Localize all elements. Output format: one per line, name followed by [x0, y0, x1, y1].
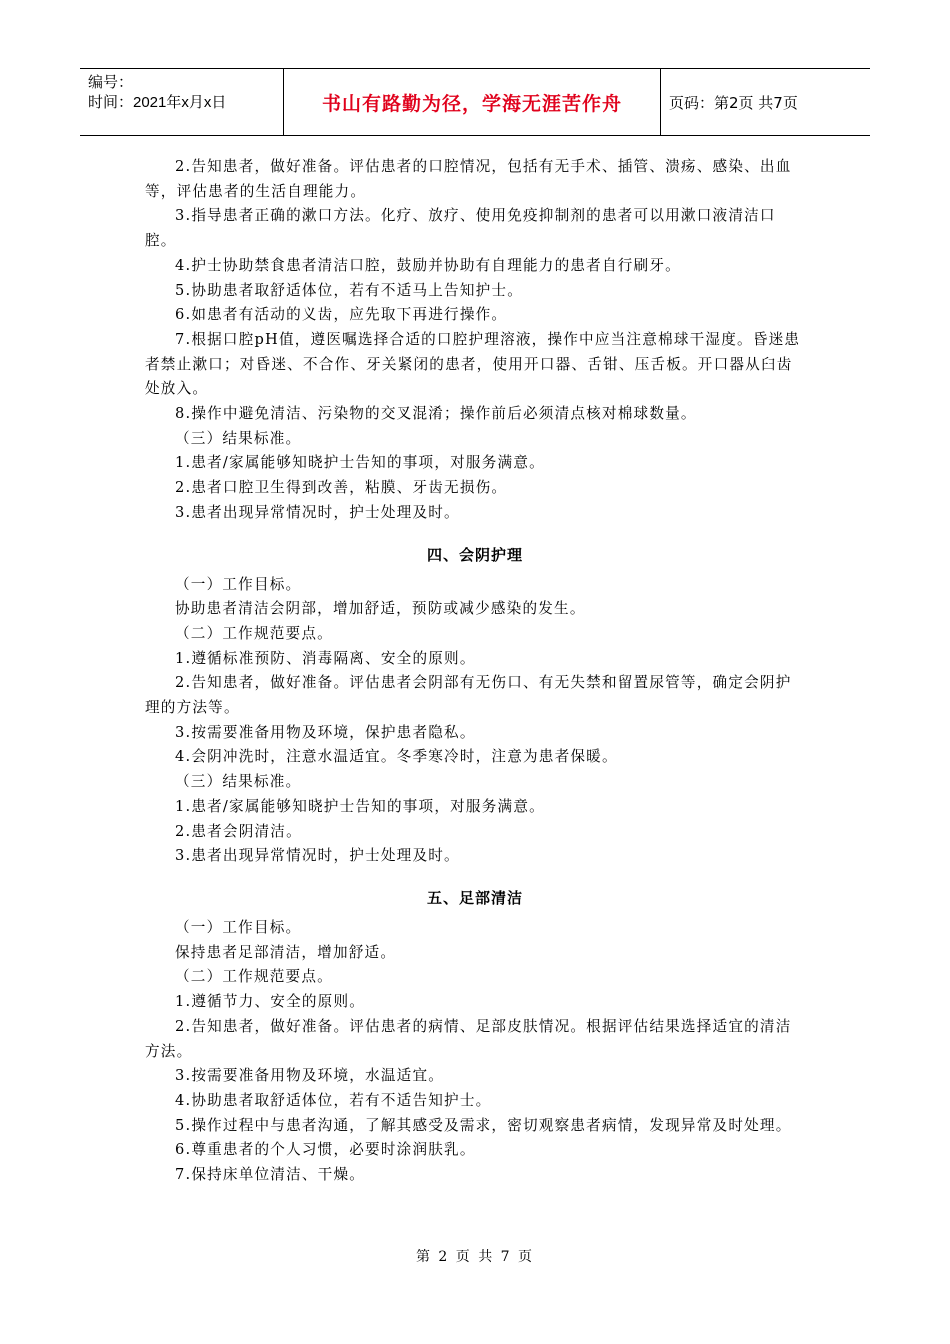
paragraph: 6.如患者有活动的义齿，应先取下再进行操作。 [175, 306, 508, 324]
paragraph: 5.操作过程中与患者沟通，了解其感受及需求，密切观察患者病情，发现异常及时处理。 [175, 1116, 792, 1134]
paragraph: 2.患者口腔卫生得到改善，粘膜、牙齿无损伤。 [175, 479, 508, 497]
header-meta [80, 69, 284, 135]
serial-label: 编号： [88, 74, 134, 91]
paragraph: 4.护士协助禁食患者清洁口腔，鼓励并协助有自理能力的患者自行刷牙。 [175, 256, 681, 274]
paragraph: 2.告知患者，做好准备。评估患者的病情、足部皮肤情况。根据评估结果选择适宜的清洁方法。 [145, 1017, 792, 1060]
paragraph: （一）工作目标。 [175, 575, 302, 593]
paragraph: 3.患者出现异常情况时，护士处理及时。 [175, 503, 460, 521]
paragraph: 保持患者足部清洁，增加舒适。 [175, 943, 397, 961]
paragraph: 3.按需要准备用物及环境，保护患者隐私。 [175, 723, 476, 741]
paragraph: 3.指导患者正确的漱口方法。化疗、放疗、使用免疫抑制剂的患者可以用漱口液清洁口腔。 [145, 207, 776, 250]
paragraph: 2.告知患者，做好准备。评估患者会阴部有无伤口、有无失禁和留置尿管等，确定会阴护理的方法等。 [145, 674, 792, 717]
section-heading-foot-cleaning: 五、足部清洁 [426, 888, 523, 907]
section-heading-perineal-care: 四、会阴护理 [426, 545, 523, 564]
paragraph: 1.患者/家属能够知晓护士告知的事项，对服务满意。 [175, 454, 545, 472]
paragraph: 协助患者清洁会阴部，增加舒适，预防或减少感染的发生。 [175, 600, 586, 618]
paragraph: 8.操作中避免清洁、污染物的交叉混淆；操作前后必须清点核对棉球数量。 [175, 405, 697, 423]
motto: 书山有路勤为径，学海无涯苦作舟 [284, 69, 661, 135]
paragraph: 1.患者/家属能够知晓护士告知的事项，对服务满意。 [175, 797, 545, 815]
page-footer: 第 2 页 共 7 页 [415, 1249, 535, 1265]
paragraph: 1.遵循标准预防、消毒隔离、安全的原则。 [175, 649, 476, 667]
paragraph: （三）结果标准。 [175, 429, 302, 447]
paragraph: 4.会阴冲洗时，注意水温适宜。冬季寒冷时，注意为患者保暖。 [175, 748, 618, 766]
paragraph: 4.协助患者取舒适体位，若有不适告知护士。 [175, 1091, 492, 1109]
paragraph: 3.按需要准备用物及环境，水温适宜。 [175, 1067, 445, 1085]
paragraph: 7.保持床单位清洁、干燥。 [175, 1166, 366, 1184]
header-table [80, 68, 870, 136]
paragraph: （三）结果标准。 [175, 773, 302, 791]
paragraph: 7.根据口腔pH值，遵医嘱选择合适的口腔护理溶液，操作中应当注意棉球干湿度。昏迷患者禁止漱口；对昏迷、不合作、牙关紧闭的患者，使用开口器、舌钳、压舌板。开口器从臼齿处放入。 [145, 330, 801, 398]
paragraph: 5.协助患者取舒适体位，若有不适马上告知护士。 [175, 281, 523, 299]
paragraph: 6.尊重患者的个人习惯，必要时涂润肤乳。 [175, 1141, 476, 1159]
paragraph: （二）工作规范要点。 [175, 624, 333, 642]
paragraph: 1.遵循节力、安全的原则。 [175, 993, 366, 1011]
page-label: 页码：第2页 共7页 [669, 93, 798, 112]
paragraph: 2.患者会阴清洁。 [175, 822, 302, 840]
date-label: 时间：2021年x月x日 [88, 94, 227, 111]
paragraph: （一）工作目标。 [175, 918, 302, 936]
paragraph: 2.告知患者，做好准备。评估患者的口腔情况，包括有无手术、插管、溃疡、感染、出血等，评估患者的生活自理能力。 [145, 158, 792, 200]
paragraph: 3.患者出现异常情况时，护士处理及时。 [175, 847, 460, 865]
paragraph: （二）工作规范要点。 [175, 968, 333, 986]
document-body [145, 155, 805, 1188]
